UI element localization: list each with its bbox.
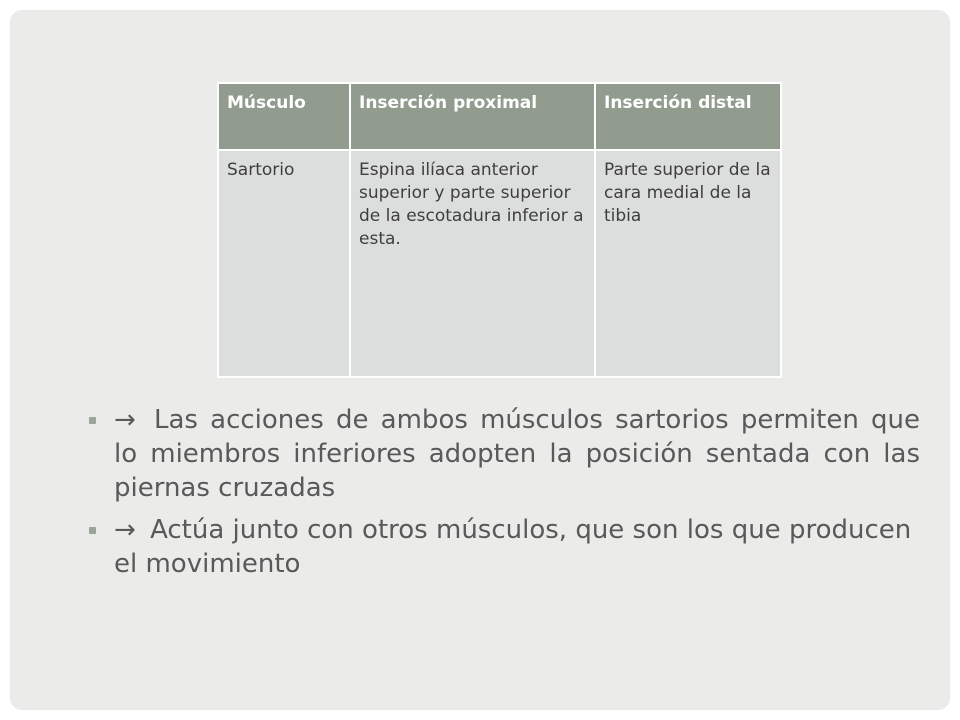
cell-musculo: Sartorio bbox=[218, 150, 350, 377]
bullet-list bbox=[82, 403, 920, 589]
bullet-item-actua bbox=[82, 513, 920, 581]
bullet-item-acciones bbox=[82, 403, 920, 505]
slide-background bbox=[10, 10, 950, 710]
cell-insercion-proximal: Espina ilíaca anterior superior y parte superior de la escotadura inferior a esta. bbox=[350, 150, 595, 377]
muscle-table bbox=[217, 82, 782, 378]
header-musculo: Músculo bbox=[218, 83, 350, 150]
header-insercion-proximal: Inserción proximal bbox=[350, 83, 595, 150]
bullet-text: Las acciones de ambos músculos sartorios permiten que lo miembros inferiores adopten la posición sentada con las piernas cruzadas bbox=[114, 405, 920, 503]
bullet-marker-icon bbox=[89, 527, 96, 534]
table-row bbox=[218, 150, 781, 377]
bullet-marker-icon bbox=[89, 417, 96, 424]
table-header-row bbox=[218, 83, 781, 150]
right-arrow-icon: → bbox=[114, 405, 136, 435]
cell-insercion-distal: Parte superior de la cara medial de la tibia bbox=[595, 150, 781, 377]
header-insercion-distal: Inserción distal bbox=[595, 83, 781, 150]
bullet-text: Actúa junto con otros músculos, que son los que producen el movimiento bbox=[114, 515, 912, 579]
muscle-table-container bbox=[217, 82, 780, 378]
right-arrow-icon: → bbox=[114, 515, 136, 545]
